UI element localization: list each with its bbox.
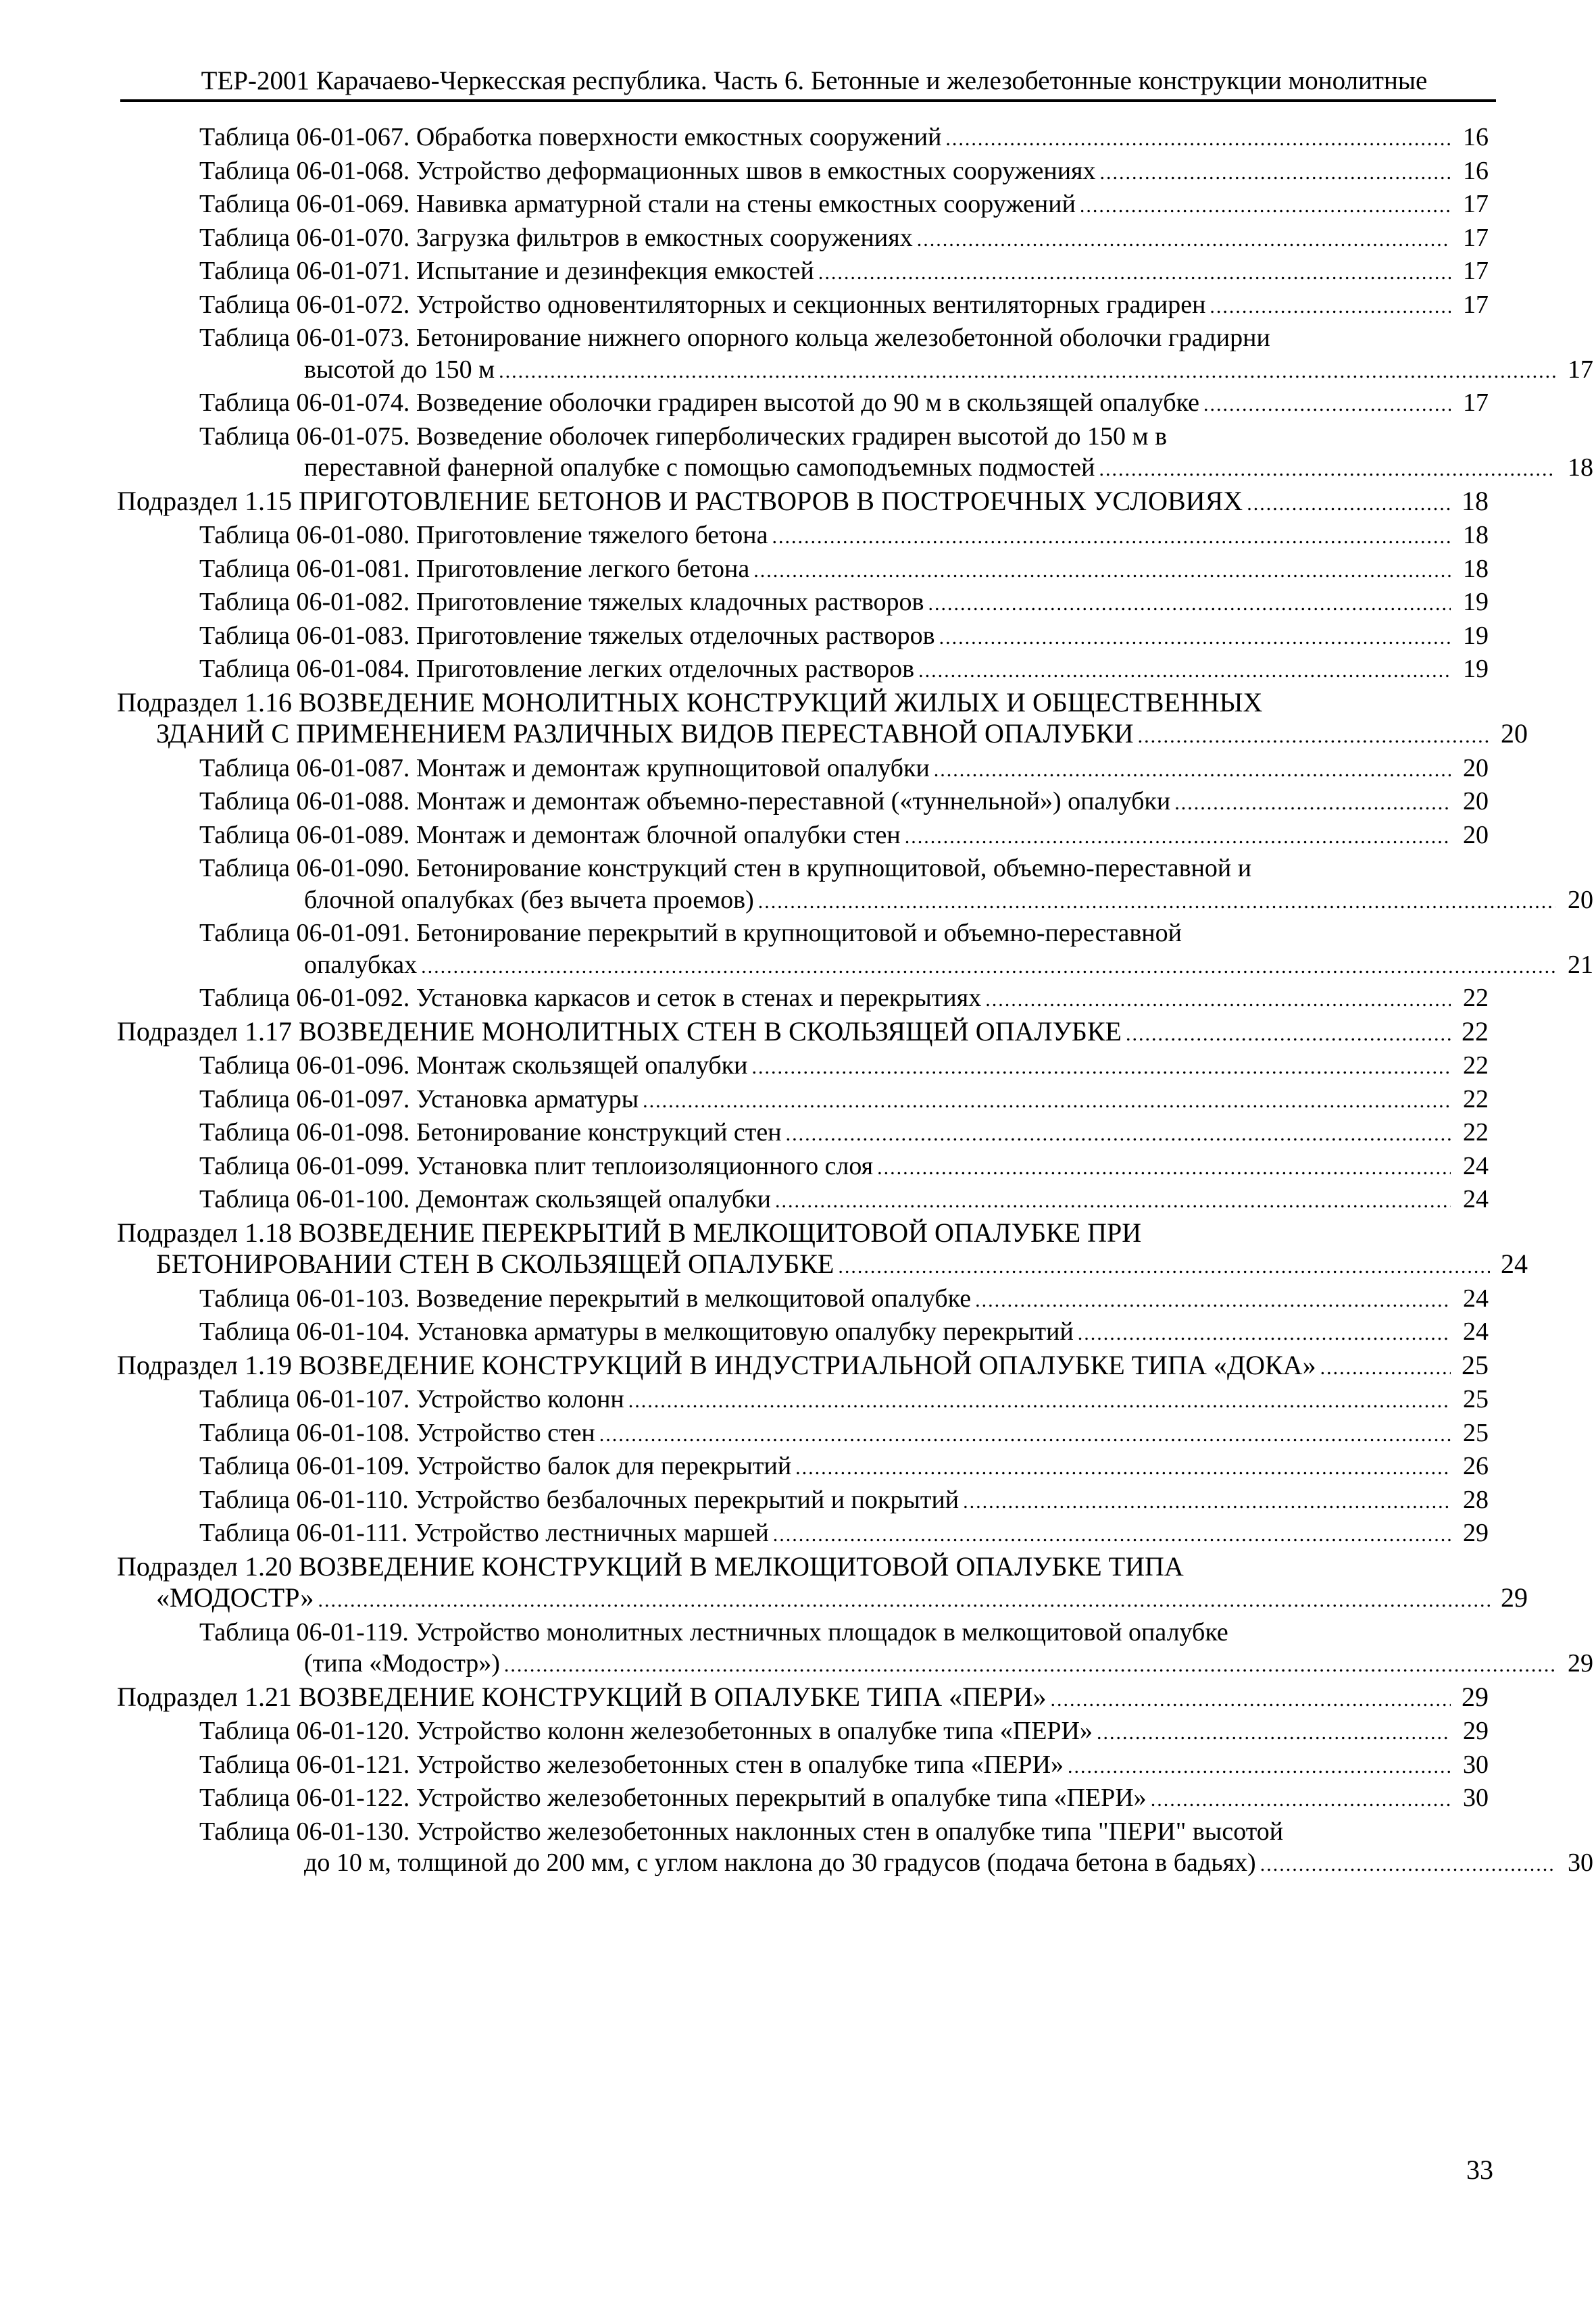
- toc-entry-title: Таблица 06-01-108. Устройство стен: [199, 1418, 595, 1447]
- dot-leader: [905, 822, 1451, 853]
- toc-table-entry[interactable]: [199, 786, 1596, 820]
- toc-entry-title: Таблица 06-01-111. Устройство лестничных маршей: [199, 1519, 769, 1547]
- toc-page-number: 24: [1463, 1185, 1489, 1213]
- toc-table-entry[interactable]: [199, 820, 1596, 853]
- toc-page-number: 18: [1463, 521, 1489, 549]
- toc-entry-title: Таблица 06-01-068. Устройство деформационных швов в емкостных сооружениях: [199, 156, 1096, 185]
- toc-page-number: 19: [1463, 588, 1489, 616]
- toc-entry-title: Таблица 06-01-069. Навивка арматурной стали на стены емкостных сооружений: [199, 190, 1076, 218]
- toc-table-entry[interactable]: [199, 982, 1596, 1016]
- dot-leader: [1097, 1717, 1451, 1749]
- toc-entry-title: Таблица 06-01-110. Устройство безбалочных перекрытий и покрытий: [199, 1485, 959, 1514]
- toc-entry-title: Таблица 06-01-087. Монтаж и демонтаж крупнощитовой опалубки: [199, 753, 930, 782]
- toc-entry-title: Таблица 06-01-070. Загрузка фильтров в емкостных сооружениях: [199, 223, 913, 252]
- toc-page-number: 20: [1463, 787, 1489, 815]
- toc-page-number: 16: [1463, 156, 1489, 185]
- toc-page-number: 20: [1501, 718, 1528, 749]
- toc-page-number: 25: [1462, 1349, 1489, 1380]
- toc-page-number: 16: [1463, 123, 1489, 151]
- toc-page-number: 22: [1463, 1051, 1489, 1080]
- toc-page-number: 26: [1463, 1452, 1489, 1480]
- toc-table-entry[interactable]: [199, 586, 1596, 620]
- toc-table-entry[interactable]: [199, 1117, 1596, 1151]
- dot-leader: [753, 555, 1451, 587]
- toc-subsection-entry[interactable]: [117, 1682, 1596, 1716]
- toc-entry-title: Таблица 06-01-098. Бетонирование конструкций стен: [199, 1118, 782, 1147]
- toc-entry-title: Таблица 06-01-100. Демонтаж скользящей опалубки: [199, 1185, 771, 1213]
- dot-leader: [939, 622, 1451, 654]
- toc-subsection-entry[interactable]: [117, 687, 1596, 753]
- toc-table-entry[interactable]: [199, 853, 1596, 917]
- dot-leader: [917, 224, 1451, 256]
- toc-page-number: 20: [1568, 885, 1593, 914]
- toc-entry-title: Таблица 06-01-122. Устройство железобетонных перекрытий в опалубке типа «ПЕРИ»: [199, 1784, 1147, 1812]
- dot-leader: [599, 1419, 1451, 1451]
- toc-table-entry[interactable]: [199, 520, 1596, 553]
- toc-table-entry[interactable]: [199, 1283, 1596, 1317]
- toc-entry-title: Таблица 06-01-081. Приготовление легкого бетона: [199, 554, 750, 583]
- toc-entry-title: Таблица 06-01-071. Испытание и дезинфекция емкостей: [199, 257, 814, 285]
- dot-leader: [818, 257, 1451, 289]
- toc-page-number: 24: [1463, 1284, 1489, 1313]
- toc-table-entry[interactable]: [199, 1316, 1596, 1350]
- toc-entry-title: Подраздел 1.20 ВОЗВЕДЕНИЕ КОНСТРУКЦИЙ В МЕЛКОЩИТОВОЙ ОПАЛУБКЕ ТИПА: [117, 1551, 1184, 1582]
- dot-leader: [421, 951, 1555, 983]
- toc-table-entry[interactable]: [199, 421, 1596, 486]
- toc-table-entry[interactable]: [199, 917, 1596, 982]
- toc-entry-title: переставной фанерной опалубке с помощью самоподъемных подмостей: [304, 453, 1095, 482]
- toc-table-entry[interactable]: [199, 1617, 1596, 1682]
- toc-entry-title: Таблица 06-01-073. Бетонирование нижнего опорного кольца железобетонной оболочки градирни: [199, 324, 1270, 352]
- toc-entry-title: высотой до 150 м: [304, 355, 495, 384]
- toc-page-number: 24: [1463, 1151, 1489, 1180]
- toc-table-entry[interactable]: [199, 1782, 1596, 1816]
- toc-entry-title: Подраздел 1.15 ПРИГОТОВЛЕНИЕ БЕТОНОВ И РАСТВОРОВ В ПОСТРОЕЧНЫХ УСЛОВИЯХ: [117, 485, 1243, 516]
- toc-entry-title: «МОДОСТР»: [156, 1582, 314, 1613]
- toc-page-number: 17: [1463, 257, 1489, 285]
- toc-table-entry[interactable]: [199, 1749, 1596, 1783]
- toc-page-number: 30: [1463, 1784, 1489, 1812]
- toc-entry-title: Таблица 06-01-072. Устройство одновентиляторных и секционных вентиляторных градирен: [199, 290, 1206, 319]
- toc-table-entry[interactable]: [199, 289, 1596, 323]
- toc-page-number: 25: [1463, 1385, 1489, 1413]
- toc-entry-title: Таблица 06-01-104. Установка арматуры в мелкощитовую опалубку перекрытий: [199, 1317, 1074, 1346]
- toc-page-number: 18: [1568, 453, 1593, 482]
- dot-leader: [1151, 1784, 1451, 1816]
- dot-leader: [1320, 1353, 1451, 1384]
- dot-leader: [918, 655, 1451, 687]
- toc-page-number: 29: [1463, 1717, 1489, 1745]
- table-of-contents: [0, 122, 1596, 1881]
- toc-page-number: 18: [1462, 485, 1489, 516]
- dot-leader: [1080, 191, 1451, 222]
- toc-entry-title: Подраздел 1.16 ВОЗВЕДЕНИЕ МОНОЛИТНЫХ КОНСТРУКЦИЙ ЖИЛЫХ И ОБЩЕСТВЕННЫХ: [117, 686, 1263, 718]
- dot-leader: [838, 1251, 1490, 1283]
- toc-entry-title: Подраздел 1.18 ВОЗВЕДЕНИЕ ПЕРЕКРЫТИЙ В МЕЛКОЩИТОВОЙ ОПАЛУБКЕ ПРИ: [117, 1217, 1142, 1248]
- toc-page-number: 21: [1568, 950, 1593, 979]
- dot-leader: [504, 1650, 1555, 1682]
- dot-leader: [1210, 291, 1451, 323]
- toc-entry-title: ЗДАНИЙ С ПРИМЕНЕНИЕМ РАЗЛИЧНЫХ ВИДОВ ПЕРЕСТАВНОЙ ОПАЛУБКИ: [156, 718, 1134, 749]
- running-header: ТЕР-2001 Карачаево-Черкесская республика. Часть 6. Бетонные и железобетонные конструкции монолитные: [201, 66, 1428, 95]
- toc-table-entry[interactable]: [199, 387, 1596, 421]
- toc-table-entry[interactable]: [199, 1050, 1596, 1084]
- toc-entry-title: Таблица 06-01-092. Установка каркасов и сеток в стенах и перекрытиях: [199, 984, 982, 1012]
- dot-leader: [928, 588, 1451, 620]
- toc-page-number: 17: [1463, 388, 1489, 417]
- toc-subsection-entry[interactable]: [117, 486, 1596, 520]
- toc-page-number: 17: [1463, 290, 1489, 319]
- toc-table-entry[interactable]: [199, 155, 1596, 189]
- toc-entry-title: Таблица 06-01-120. Устройство колонн железобетонных в опалубке типа «ПЕРИ»: [199, 1717, 1093, 1745]
- dot-leader: [1051, 1684, 1451, 1716]
- toc-page-number: 25: [1463, 1418, 1489, 1447]
- toc-entry-title: Таблица 06-01-089. Монтаж и демонтаж блочной опалубки стен: [199, 820, 901, 849]
- toc-table-entry[interactable]: [199, 322, 1596, 387]
- dot-leader: [628, 1386, 1451, 1417]
- toc-page-number: 22: [1463, 1118, 1489, 1147]
- dot-leader: [1260, 1849, 1555, 1881]
- toc-table-entry[interactable]: [199, 188, 1596, 222]
- toc-table-entry[interactable]: [199, 255, 1596, 289]
- toc-entry-title: Таблица 06-01-083. Приготовление тяжелых отделочных растворов: [199, 621, 935, 650]
- toc-entry-title: Подраздел 1.21 ВОЗВЕДЕНИЕ КОНСТРУКЦИЙ В ОПАЛУБКЕ ТИПА «ПЕРИ»: [117, 1681, 1047, 1712]
- toc-page-number: 22: [1462, 1015, 1489, 1047]
- toc-entry-title: Таблица 06-01-080. Приготовление тяжелого бетона: [199, 521, 768, 549]
- toc-entry-title: опалубках: [304, 950, 418, 979]
- toc-table-entry[interactable]: [199, 1151, 1596, 1184]
- dot-leader: [775, 1186, 1451, 1217]
- toc-entry-title: Таблица 06-01-084. Приготовление легких отделочных растворов: [199, 655, 915, 683]
- toc-entry-title: Таблица 06-01-109. Устройство балок для перекрытий: [199, 1452, 792, 1480]
- dot-leader: [786, 1119, 1451, 1151]
- toc-entry-title: Таблица 06-01-119. Устройство монолитных лестничных площадок в мелкощитовой опалубке: [199, 1617, 1228, 1646]
- toc-table-entry[interactable]: [199, 1451, 1596, 1484]
- toc-table-entry[interactable]: [199, 553, 1596, 587]
- toc-subsection-entry[interactable]: [117, 1016, 1596, 1051]
- toc-table-entry[interactable]: [199, 1184, 1596, 1217]
- dot-leader: [643, 1086, 1451, 1117]
- toc-entry-title: Таблица 06-01-096. Монтаж скользящей опалубки: [199, 1051, 748, 1080]
- toc-page-number: 30: [1463, 1750, 1489, 1779]
- toc-page-number: 30: [1568, 1848, 1593, 1877]
- dot-leader: [1100, 157, 1451, 189]
- dot-leader: [318, 1585, 1490, 1617]
- dot-leader: [1138, 721, 1490, 753]
- dot-leader: [945, 124, 1451, 155]
- toc-entry-title: Таблица 06-01-091. Бетонирование перекрытий в крупнощитовой и объемно-переставной: [199, 919, 1182, 947]
- toc-entry-title: Таблица 06-01-099. Установка плит теплоизоляционного слоя: [199, 1151, 874, 1180]
- toc-table-entry[interactable]: [199, 122, 1596, 155]
- toc-page-number: 18: [1463, 554, 1489, 583]
- toc-page-number: 17: [1463, 223, 1489, 252]
- toc-entry-title: Таблица 06-01-082. Приготовление тяжелых кладочных растворов: [199, 588, 924, 616]
- toc-page-number: 17: [1568, 355, 1593, 384]
- dot-leader: [963, 1486, 1451, 1518]
- toc-table-entry[interactable]: [199, 1715, 1596, 1749]
- toc-table-entry[interactable]: [199, 620, 1596, 654]
- toc-entry-title: Таблица 06-01-074. Возведение оболочки градирен высотой до 90 м в скользящей опалубке: [199, 388, 1200, 417]
- toc-entry-title: Таблица 06-01-103. Возведение перекрытий в мелкощитовой опалубке: [199, 1284, 972, 1313]
- dot-leader: [1203, 389, 1451, 421]
- toc-page-number: 19: [1463, 621, 1489, 650]
- toc-page-number: 20: [1463, 753, 1489, 782]
- toc-table-entry[interactable]: [199, 1384, 1596, 1417]
- toc-entry-title: Подраздел 1.17 ВОЗВЕДЕНИЕ МОНОЛИТНЫХ СТЕН В СКОЛЬЗЯЩЕЙ ОПАЛУБКЕ: [117, 1015, 1122, 1047]
- dot-leader: [751, 1052, 1451, 1084]
- toc-entry-title: Таблица 06-01-067. Обработка поверхности емкостных сооружений: [199, 123, 942, 151]
- toc-table-entry[interactable]: [199, 222, 1596, 256]
- toc-table-entry[interactable]: [199, 653, 1596, 687]
- toc-subsection-entry[interactable]: [117, 1217, 1596, 1283]
- toc-page-number: 29: [1463, 1519, 1489, 1547]
- dot-leader: [758, 886, 1555, 918]
- toc-page-number: 24: [1501, 1249, 1528, 1279]
- toc-entry-title: Таблица 06-01-107. Устройство колонн: [199, 1385, 624, 1413]
- dot-leader: [975, 1285, 1451, 1317]
- dot-leader: [1126, 1019, 1451, 1051]
- toc-entry-title: Таблица 06-01-097. Установка арматуры: [199, 1084, 639, 1113]
- dot-leader: [772, 522, 1451, 553]
- toc-entry-title: Таблица 06-01-090. Бетонирование конструкций стен в крупнощитовой, объемно-переставной и: [199, 854, 1252, 882]
- dot-leader: [1099, 454, 1555, 486]
- toc-table-entry[interactable]: [199, 1417, 1596, 1451]
- toc-table-entry[interactable]: [199, 1484, 1596, 1518]
- toc-entry-title: БЕТОНИРОВАНИИ СТЕН В СКОЛЬЗЯЩЕЙ ОПАЛУБКЕ: [156, 1249, 834, 1279]
- toc-page-number: 17: [1463, 190, 1489, 218]
- toc-page-number: 19: [1463, 655, 1489, 683]
- toc-page-number: 28: [1463, 1485, 1489, 1514]
- toc-subsection-entry[interactable]: [117, 1350, 1596, 1384]
- dot-leader: [934, 755, 1451, 786]
- toc-table-entry[interactable]: [199, 753, 1596, 786]
- toc-entry-title: до 10 м, толщиной до 200 мм, с углом наклона до 30 градусов (подача бетона в бадьях): [304, 1848, 1256, 1877]
- header-rule: [120, 99, 1496, 102]
- dot-leader: [795, 1453, 1451, 1484]
- toc-table-entry[interactable]: [199, 1084, 1596, 1117]
- toc-entry-title: Таблица 06-01-088. Монтаж и демонтаж объемно-переставной («туннельной») опалубки: [199, 787, 1171, 815]
- dot-leader: [1174, 788, 1451, 820]
- toc-entry-title: Таблица 06-01-121. Устройство железобетонных стен в опалубке типа «ПЕРИ»: [199, 1750, 1064, 1779]
- toc-page-number: 29: [1501, 1582, 1528, 1613]
- toc-table-entry[interactable]: [199, 1517, 1596, 1551]
- dot-leader: [1247, 488, 1451, 520]
- dot-leader: [773, 1519, 1451, 1551]
- page-number: 33: [1466, 2155, 1493, 2185]
- toc-page-number: 24: [1463, 1317, 1489, 1346]
- toc-page-number: 22: [1463, 1084, 1489, 1113]
- toc-page-number: 22: [1463, 984, 1489, 1012]
- toc-page-number: 29: [1568, 1649, 1593, 1678]
- toc-entry-title: Подраздел 1.19 ВОЗВЕДЕНИЕ КОНСТРУКЦИЙ В ИНДУСТРИАЛЬНОЙ ОПАЛУБКЕ ТИПА «ДОКА»: [117, 1349, 1316, 1380]
- toc-subsection-entry[interactable]: [117, 1551, 1596, 1617]
- toc-page-number: 20: [1463, 820, 1489, 849]
- toc-entry-title: (типа «Модостр»): [304, 1649, 500, 1678]
- toc-page-number: 29: [1462, 1681, 1489, 1712]
- dot-leader: [499, 356, 1555, 388]
- toc-entry-title: Таблица 06-01-130. Устройство железобетонных наклонных стен в опалубке типа "ПЕРИ" высотой: [199, 1817, 1284, 1846]
- toc-entry-title: Таблица 06-01-075. Возведение оболочек гиперболических градирен высотой до 150 м в: [199, 422, 1168, 451]
- dot-leader: [1068, 1751, 1451, 1783]
- toc-table-entry[interactable]: [199, 1816, 1596, 1881]
- dot-leader: [877, 1153, 1451, 1184]
- dot-leader: [1078, 1318, 1451, 1350]
- dot-leader: [985, 984, 1451, 1016]
- toc-entry-title: блочной опалубках (без вычета проемов): [304, 885, 754, 914]
